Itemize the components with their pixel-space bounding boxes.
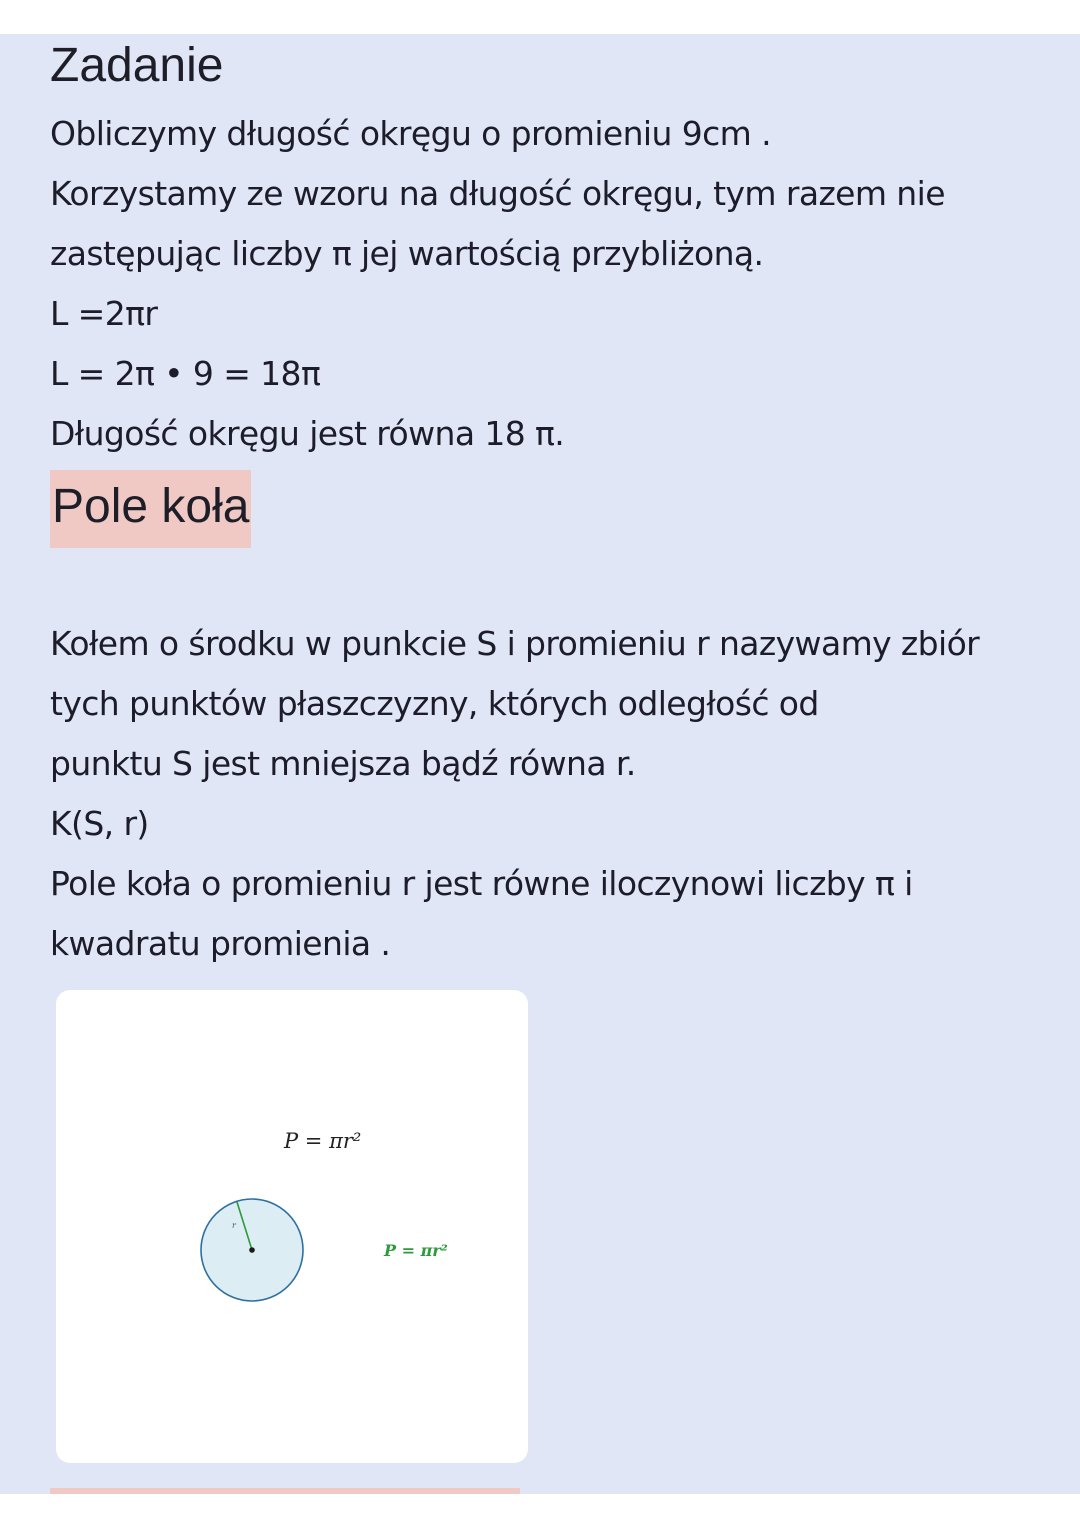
line: Obliczymy długość okręgu o promieniu 9cm .: [50, 114, 771, 153]
circle-figure: [56, 990, 528, 1463]
line: Długość okręgu jest równa 18 π.: [50, 414, 565, 453]
circle-figure-card: [56, 990, 528, 1463]
line: Kołem o środku w punkcie S i promieniu r nazywamy zbiór: [50, 624, 980, 663]
section-title-pole-kola: Pole koła: [50, 470, 251, 548]
center-point: [249, 1247, 255, 1253]
line: punktu S jest mniejsza bądź równa r.: [50, 744, 636, 783]
formula-line: L =2πr: [50, 294, 158, 333]
line: Pole koła o promieniu r jest równe iloczynowi liczby π i: [50, 864, 913, 903]
notation-line: K(S, r): [50, 804, 149, 843]
line: zastępując liczby π jej wartością przybliżoną.: [50, 234, 764, 273]
line: tych punktów płaszczyzny, których odległość od: [50, 684, 819, 723]
formula-side: P = πr²: [384, 1241, 448, 1260]
next-section-highlight: [50, 1488, 520, 1494]
section-title-zadanie: Zadanie: [50, 39, 224, 92]
radius-label: r: [232, 1221, 236, 1230]
formula-top: P = πr²: [284, 1129, 362, 1153]
line: kwadratu promienia .: [50, 924, 391, 963]
line: Korzystamy ze wzoru na długość okręgu, tym razem nie: [50, 174, 945, 213]
section-definition: [50, 614, 1050, 974]
note-content: [50, 34, 1050, 974]
formula-line: L = 2π • 9 = 18π: [50, 354, 321, 393]
